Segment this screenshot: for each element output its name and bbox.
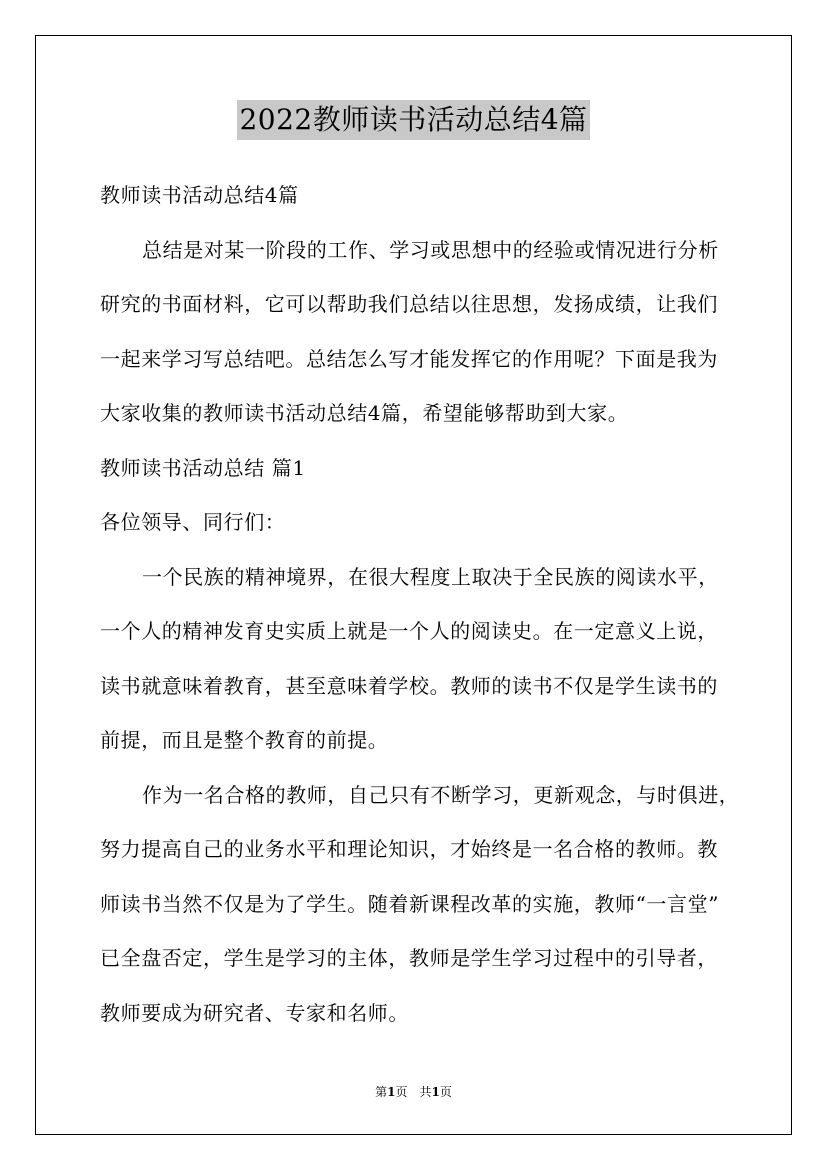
page-footer: [0, 1084, 827, 1100]
document-title: [0, 100, 827, 140]
body-line: 作为一名合格的教师，自己只有不断学习，更新观念，与时俱进，: [142, 782, 740, 807]
body-line: 大家收集的教师读书活动总结4篇，希望能够帮助到大家。: [100, 401, 629, 425]
body-line: 教师要成为研究者、专家和名师。: [100, 1000, 409, 1025]
body-line: 已全盘否定，学生是学习的主体，教师是学生学习过程中的引导者，: [100, 946, 718, 970]
body-line: 研究的书面材料，它可以帮助我们总结以往思想，发扬成绩，让我们: [100, 292, 718, 316]
body-line: 师读书当然不仅是为了学生。随着新课程改革的实施，教师“一言堂”: [100, 891, 720, 916]
page-number-current: 1: [387, 1085, 396, 1099]
page-number-suffix: 页: [439, 1085, 452, 1099]
body-line: 努力提高自己的业务水平和理论知识，才始终是一名合格的教师。教: [100, 837, 718, 861]
body-line: 前提，而且是整个教育的前提。: [100, 728, 389, 752]
body-line: 教师读书活动总结4篇: [100, 183, 299, 207]
page-number-total: 1: [431, 1085, 440, 1099]
page-number-mid: 页 共: [395, 1085, 432, 1099]
page-number-prefix: 第: [375, 1085, 388, 1099]
body-line: 总结是对某一阶段的工作、学习或思想中的经验或情况进行分析: [142, 237, 719, 262]
body-line: 一个民族的精神境界，在很大程度上取决于全民族的阅读水平，: [142, 564, 719, 589]
document-body: [100, 168, 740, 1040]
body-line: 一个人的精神发育史实质上就是一个人的阅读史。在一定意义上说，: [100, 619, 718, 643]
document-title-text: 2022教师读书活动总结4篇: [237, 100, 589, 140]
salutation: 各位领导、同行们：: [100, 510, 286, 534]
body-line: 读书就意味着教育，甚至意味着学校。教师的读书不仅是学生读书的: [100, 673, 718, 698]
section-heading: 教师读书活动总结 篇1: [100, 455, 306, 480]
body-line: 一起来学习写总结吧。总结怎么写才能发挥它的作用呢？下面是我为: [100, 346, 718, 371]
